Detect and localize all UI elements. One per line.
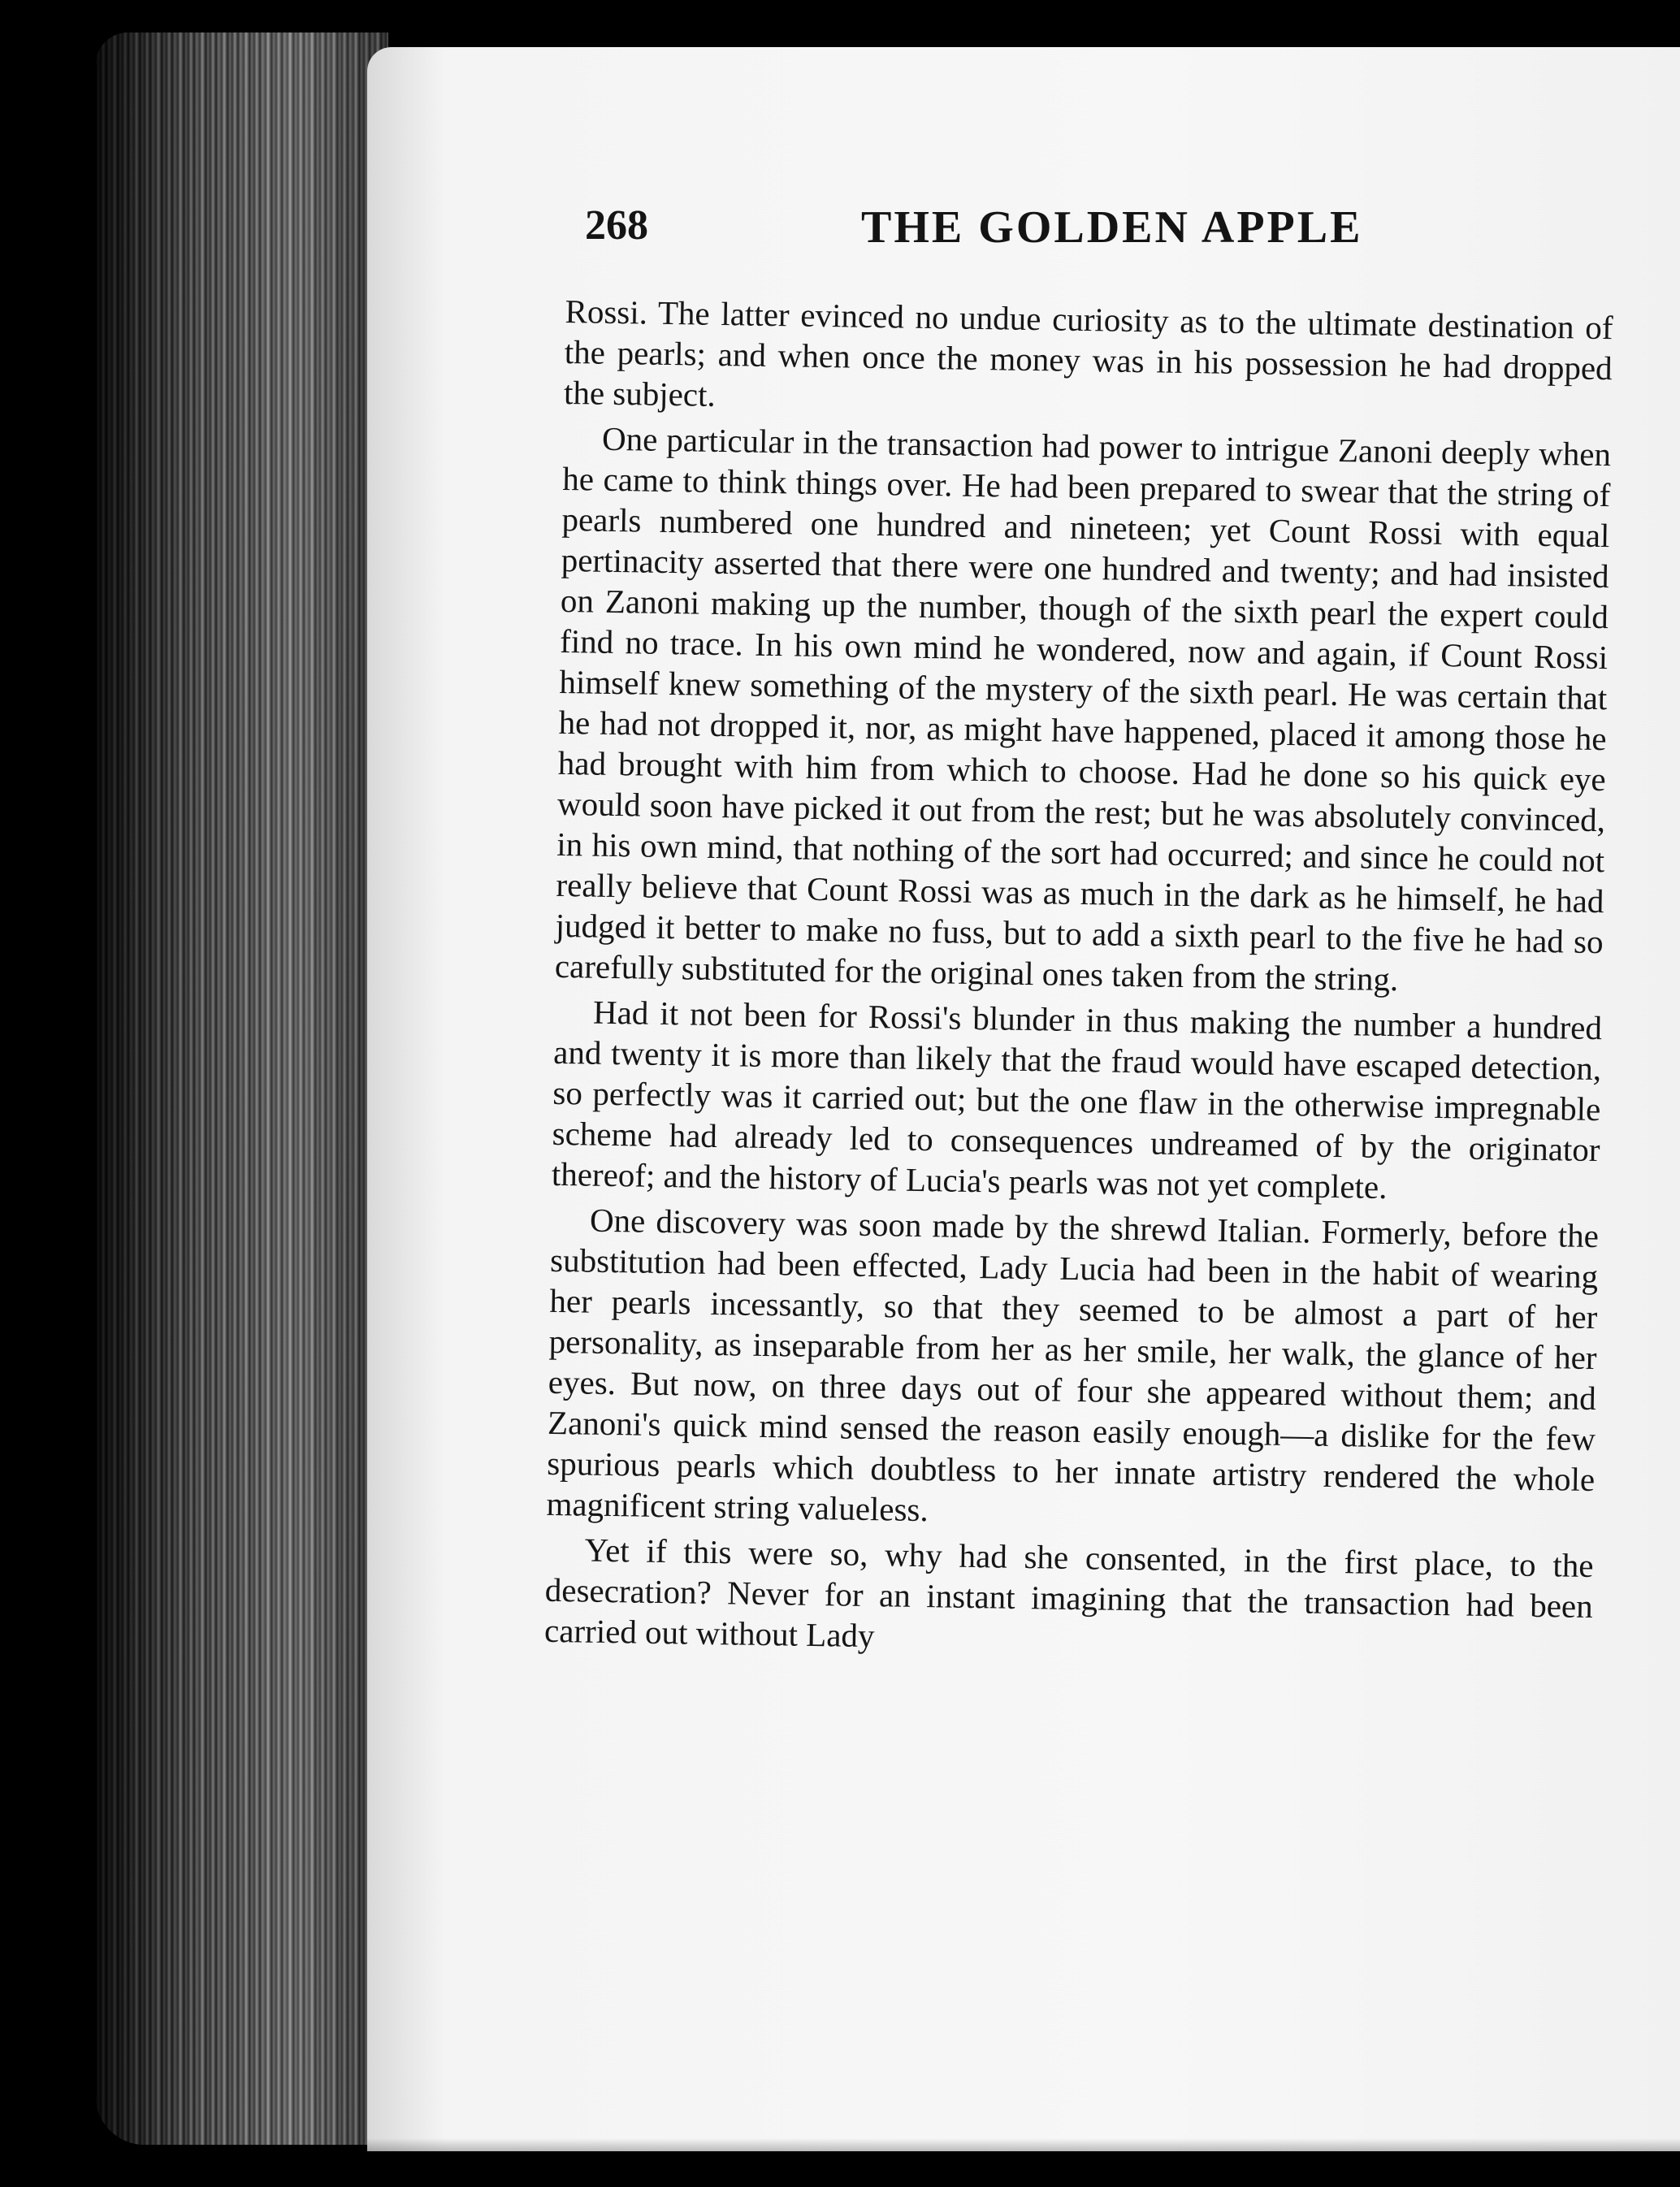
book-fore-edge xyxy=(96,32,388,2145)
page-bottom-shadow xyxy=(367,2138,1680,2187)
body-text xyxy=(544,291,1613,1667)
paragraph: One particular in the transaction had power to intrigue Zanoni deeply when he came to think things over. He had been prepared to swear that the string of pearls numbered one hundred and nineteen; yet Count Rossi with equal pertinacity asserted that there were one hundred and twenty; and had insisted on Zanoni making up the number, though of the sixth pearl the expert could find no trace. In his own mind he wondered, now and again, if Count Rossi himself knew something of the mystery of the sixth pearl. He was certain that he had not dropped it, nor, as might have happened, placed it among those he had brought with him from which to choose. Had he done so his quick eye would soon have picked it out from the rest; but he was absolutely convinced, in his own mind, that nothing of the sort had occurred; and since he could not really believe that Count Rossi was as much in the dark as he himself, he had judged it better to make no fuss, but to add a sixth pearl to the five he had so carefully substituted for the original ones taken from the string. xyxy=(554,419,1612,998)
paragraph: Yet if this were so, why had she consented, in the first place, to the desecration? Never for an instant imagining that the transaction had been carried out without Lady xyxy=(543,1531,1594,1655)
running-head xyxy=(585,201,1680,266)
paragraph: One discovery was soon made by the shrewd Italian. Formerly, before the substitution had been effected, Lady Lucia had been in the habit of wearing her pearls incessantly, so that they seemed to be almost a part of her personality, as inseparable from her as her smile, her walk, the glance of her eyes. But now, on three days out of four she appeared without them; and Zanoni's quick mind sensed the reason easily enough—a dislike for the few spurious pearls which doubtless to her innate artistry rendered the whole magnificent string valueless. xyxy=(546,1201,1600,1529)
book-title: THE GOLDEN APPLE xyxy=(861,202,1363,253)
book-page xyxy=(367,47,1680,2151)
page-number: 268 xyxy=(585,202,648,249)
paragraph: Had it not been for Rossi's blunder in thus making the number a hundred and twenty it is more than likely that the fraud would have escaped detection, so perfectly was it carried out; but the one flaw in the otherwise impregnable scheme had already led to consequences undreamed of by the originator thereof; and the history of Lucia's pearls was not yet complete. xyxy=(551,993,1603,1206)
paragraph: Rossi. The latter evinced no undue curiosity as to the ultimate destination of the pearls; and when once the money was in his possession he had dropped the subject. xyxy=(563,292,1613,414)
